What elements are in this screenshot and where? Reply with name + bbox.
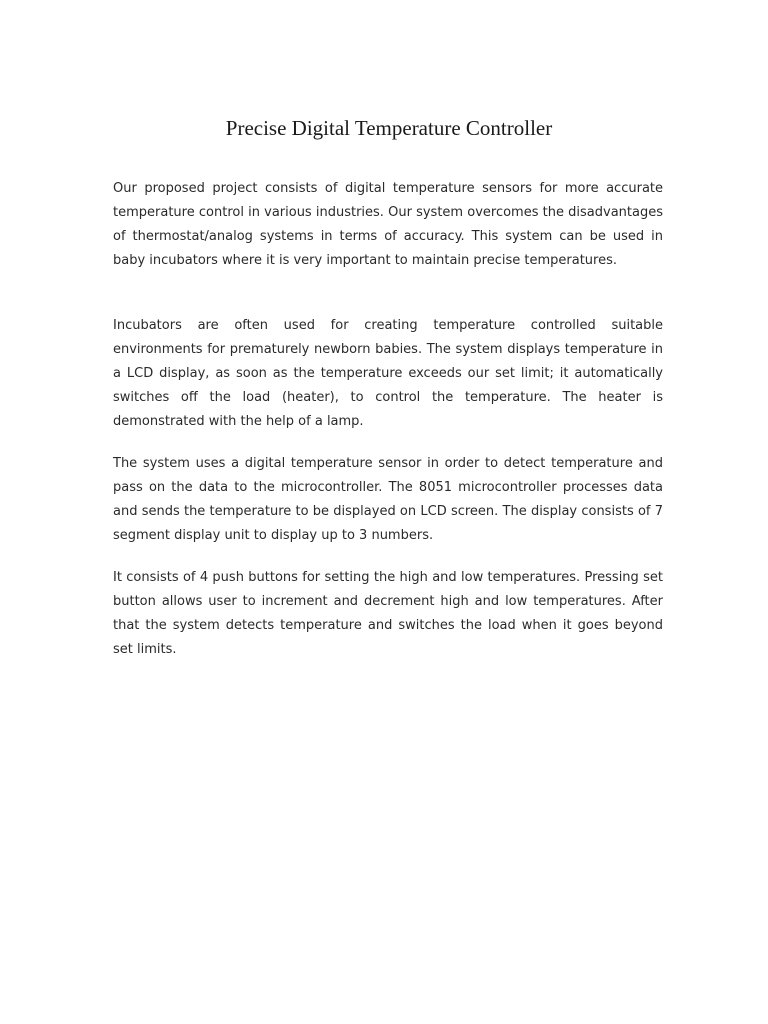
paragraph-sensor: The system uses a digital temperature sensor in order to detect temperature and pass on the data to the microcontroller. The 8051 microcontroller processes data and sends the temperature to be displayed on LCD screen. The display consists of 7 segment display unit to display up to 3 numbers. <box>113 456 663 543</box>
paragraph-incubators: Incubators are often used for creating temperature controlled suitable environments for prematurely newborn babies. The system displays temperature in a LCD display, as soon as the temperature exceeds our set limit; it automatically switches off the load (heater), to control the temperature. The heater is demonstrated with the help of a lamp. <box>113 318 663 429</box>
paragraph-push-buttons: It consists of 4 push buttons for setting the high and low temperatures. Pressing set button allows user to increment and decrement high and low temperatures. After that the system detects temperature and switches the load when it goes beyond set limits. <box>113 570 663 657</box>
document-title: Precise Digital Temperature Controller <box>225 116 553 140</box>
paragraph-intro: Our proposed project consists of digital temperature sensors for more accurate temperature control in various industries. Our system overcomes the disadvantages of thermostat/analog systems in terms of accuracy. This system can be used in baby incubators where it is very important to maintain precise temperatures. <box>113 181 663 268</box>
